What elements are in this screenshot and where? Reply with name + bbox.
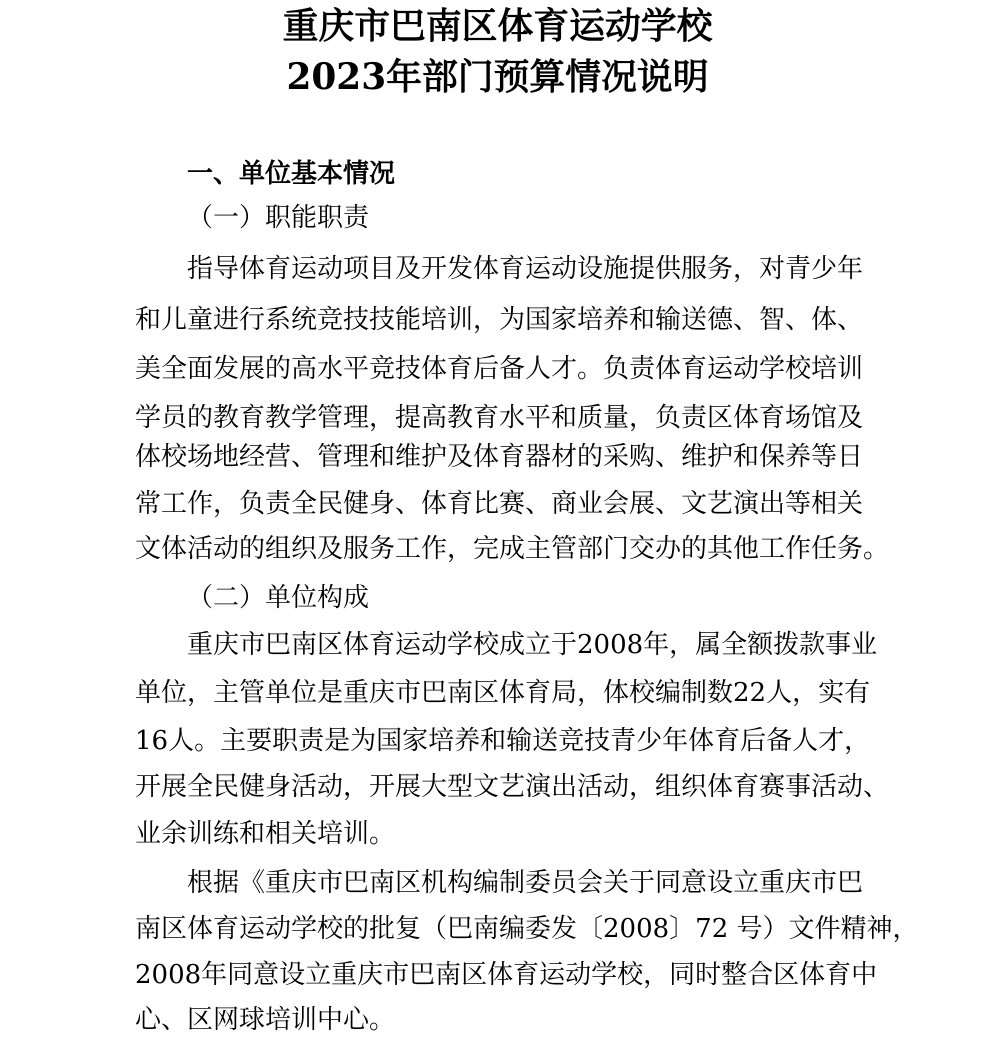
- section-heading-basic-info: 一、单位基本情况: [187, 159, 396, 189]
- paragraph-line: 体校场地经营、管理和维护及体育器材的采购、维护和保养等日: [135, 442, 864, 472]
- paragraph-line: 美全面发展的高水平竞技体育后备人才。负责体育运动学校培训: [135, 354, 864, 384]
- subsection-heading-functions: （一）职能职责: [187, 203, 370, 233]
- paragraph-line: 重庆市巴南区体育运动学校成立于2008年，属全额拨款事业: [187, 630, 878, 660]
- paragraph-line: 指导体育运动项目及开发体育运动设施提供服务，对青少年: [187, 254, 864, 284]
- paragraph-line: 和儿童进行系统竞技技能培训，为国家培养和输送德、智、体、: [135, 305, 864, 335]
- paragraph-line: 开展全民健身活动，开展大型文艺演出活动，组织体育赛事活动、: [135, 772, 890, 802]
- document-title-line-1: 重庆市巴南区体育运动学校: [282, 5, 713, 47]
- paragraph-line: 16人。主要职责是为国家培养和输送竞技青少年体育后备人才，: [135, 726, 871, 756]
- paragraph-line: 常工作，负责全民健身、体育比赛、商业会展、文艺演出等相关: [135, 489, 864, 519]
- document-title-line-2: 2023年部门预算情况说明: [286, 56, 709, 98]
- paragraph-line: 业余训练和相关培训。: [135, 819, 396, 849]
- paragraph-line: 2008年同意设立重庆市巴南区体育运动学校，同时整合区体育中: [135, 960, 878, 990]
- paragraph-line: 心、区网球培训中心。: [135, 1005, 396, 1035]
- paragraph-line: 南区体育运动学校的批复（巴南编委发〔2008〕72 号）文件精神，: [135, 914, 919, 944]
- paragraph-line: 根据《重庆市巴南区机构编制委员会关于同意设立重庆市巴: [187, 868, 864, 898]
- paragraph-line: 学员的教育教学管理，提高教育水平和质量，负责区体育场馆及: [135, 403, 864, 433]
- paragraph-line: 文体活动的组织及服务工作，完成主管部门交办的其他工作任务。: [135, 534, 890, 564]
- paragraph-line: 单位，主管单位是重庆市巴南区体育局，体校编制数22人，实有: [135, 678, 871, 708]
- subsection-heading-structure: （二）单位构成: [187, 583, 370, 613]
